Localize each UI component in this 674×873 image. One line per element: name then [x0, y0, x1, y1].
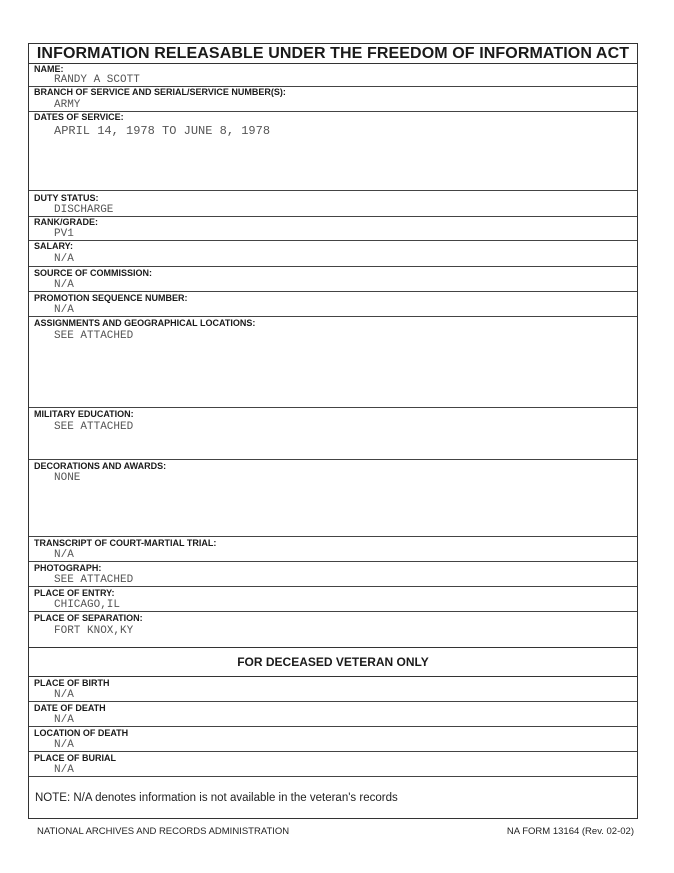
field-promotion-sequence — [29, 292, 637, 317]
rank-value: PV1 — [54, 228, 74, 240]
court-martial-value: N/A — [54, 549, 74, 561]
field-source-of-commission — [29, 267, 637, 292]
place-burial-label: PLACE OF BURIAL — [34, 753, 116, 763]
branch-value: ARMY — [54, 99, 81, 111]
place-burial-value: N/A — [54, 764, 74, 776]
decorations-value: NONE — [54, 472, 81, 484]
date-death-value: N/A — [54, 714, 74, 726]
duty-status-value: DISCHARGE — [54, 204, 114, 216]
location-death-label: LOCATION OF DEATH — [34, 728, 129, 738]
field-court-martial — [29, 537, 637, 562]
field-decorations-awards — [29, 460, 637, 537]
promotion-sequence-label: PROMOTION SEQUENCE NUMBER: — [34, 293, 188, 303]
field-date-of-death — [29, 702, 637, 727]
field-place-of-entry — [29, 587, 637, 612]
field-dates-of-service — [29, 112, 637, 191]
promotion-sequence-value: N/A — [54, 304, 74, 316]
assignments-value: SEE ATTACHED — [54, 330, 134, 342]
military-education-label: MILITARY EDUCATION: — [34, 409, 134, 419]
branch-label: BRANCH OF SERVICE AND SERIAL/SERVICE NUMBER(S): — [34, 87, 286, 97]
na-note: NOTE: N/A denotes information is not available in the veteran's records — [35, 792, 398, 804]
field-photograph — [29, 562, 637, 587]
source-commission-label: SOURCE OF COMMISSION: — [34, 268, 153, 278]
place-birth-value: N/A — [54, 689, 74, 701]
dates-label: DATES OF SERVICE: — [34, 112, 124, 122]
name-value: RANDY A SCOTT — [54, 74, 140, 86]
place-separation-label: PLACE OF SEPARATION: — [34, 613, 143, 623]
field-place-of-burial — [29, 752, 637, 777]
dates-value: APRIL 14, 1978 TO JUNE 8, 1978 — [54, 124, 271, 138]
place-entry-value: CHICAGO,IL — [54, 599, 121, 611]
field-location-of-death — [29, 727, 637, 752]
military-education-value: SEE ATTACHED — [54, 421, 134, 433]
location-death-value: N/A — [54, 739, 74, 751]
footer-form-id: NA FORM 13164 (Rev. 02-02) — [506, 826, 634, 837]
assignments-label: ASSIGNMENTS AND GEOGRAPHICAL LOCATIONS: — [34, 318, 256, 328]
field-duty-status — [29, 191, 637, 217]
field-rank-grade — [29, 217, 637, 241]
field-place-of-birth — [29, 677, 637, 702]
field-name — [29, 64, 637, 87]
footer-agency: NATIONAL ARCHIVES AND RECORDS ADMINISTRATION — [37, 826, 290, 837]
date-death-label: DATE OF DEATH — [34, 703, 106, 713]
photograph-value: SEE ATTACHED — [54, 574, 134, 586]
salary-label: SALARY: — [34, 241, 73, 251]
rank-label: RANK/GRADE: — [34, 217, 98, 227]
place-entry-label: PLACE OF ENTRY: — [34, 588, 115, 598]
foia-form — [28, 43, 638, 819]
field-place-of-separation — [29, 612, 637, 648]
photograph-label: PHOTOGRAPH: — [34, 563, 102, 573]
salary-value: N/A — [54, 253, 74, 265]
deceased-section-header: FOR DECEASED VETERAN ONLY — [29, 648, 637, 677]
duty-status-label: DUTY STATUS: — [34, 193, 99, 203]
field-salary — [29, 241, 637, 267]
field-military-education — [29, 408, 637, 460]
name-label: NAME: — [34, 64, 64, 74]
field-branch — [29, 87, 637, 112]
form-title: INFORMATION RELEASABLE UNDER THE FREEDOM OF INFORMATION ACT — [29, 44, 637, 64]
field-assignments — [29, 317, 637, 408]
decorations-label: DECORATIONS AND AWARDS: — [34, 461, 167, 471]
place-birth-label: PLACE OF BIRTH — [34, 678, 110, 688]
place-separation-value: FORT KNOX,KY — [54, 625, 134, 637]
court-martial-label: TRANSCRIPT OF COURT-MARTIAL TRIAL: — [34, 538, 217, 548]
source-commission-value: N/A — [54, 279, 74, 291]
